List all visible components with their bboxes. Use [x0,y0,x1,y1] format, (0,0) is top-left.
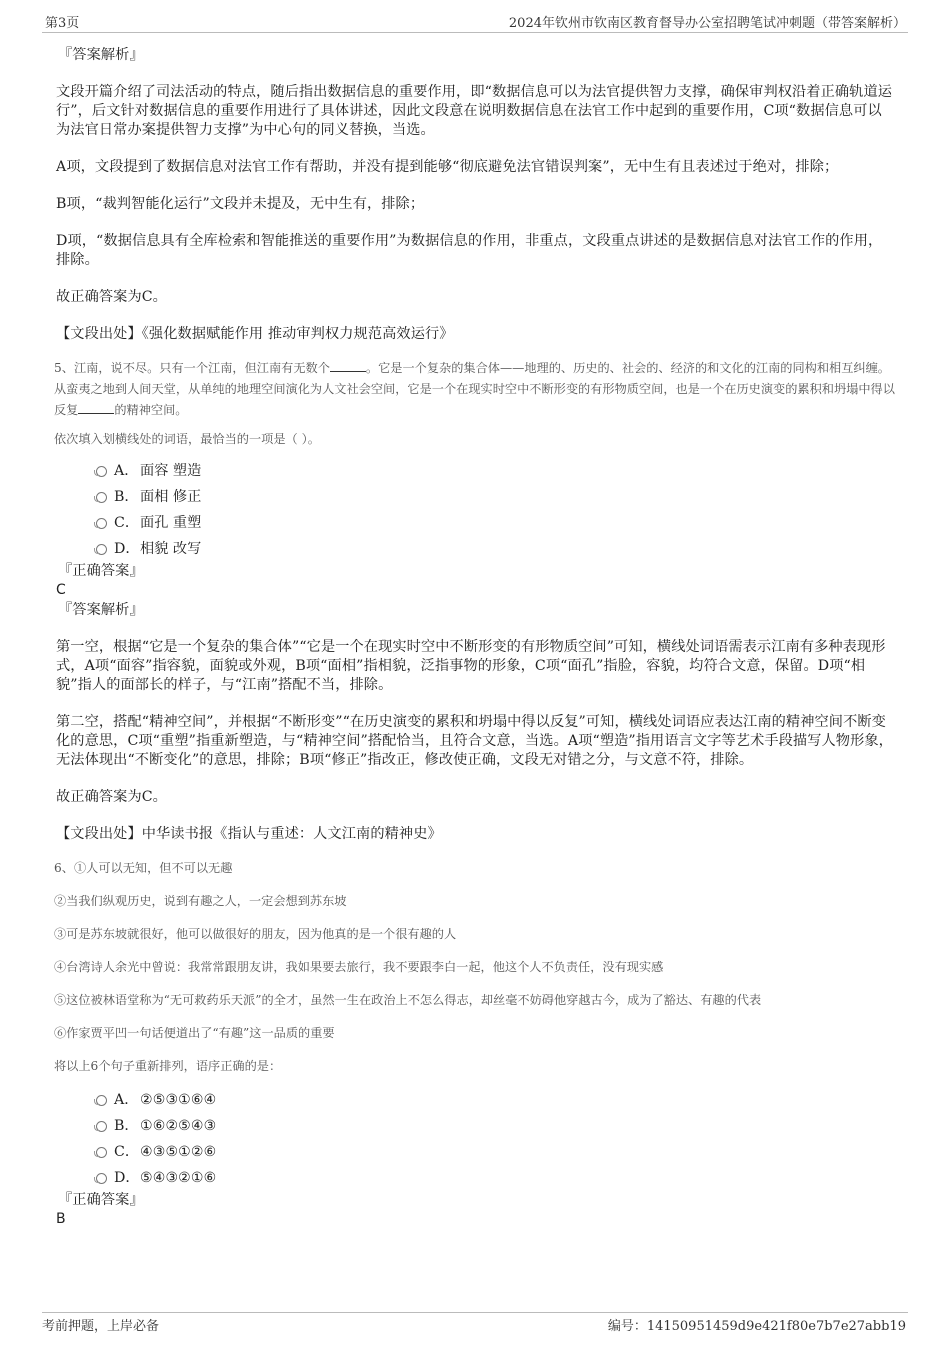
question-6 [54,858,896,1228]
page-header [42,10,908,33]
analysis-label: 『答案解析』 [58,47,144,63]
option-b[interactable] [96,1113,896,1139]
option-text: ①⑥②⑤④③ [140,1118,217,1134]
question-stem: 5、江南，说不尽。只有一个江南，但江南有无数个 。它是一个复杂的集合体——地理的、历史的、社会的、经济的和文化的江南的同构和相互纠缠。从蛮夷之地到人间天堂，从单纯的地理空间演化为人文社会空间，它是一个在现实时空中不断形变的有形物质空间，也是一个在历史演变的累积和坍塌中得以反复 的精神空间。 [54,361,895,417]
radio-icon[interactable] [96,1095,107,1106]
option-letter: B． [114,489,139,505]
option-text: ⑤④③②①⑥ [140,1170,217,1186]
option-text: 面孔 重塑 [140,515,202,531]
option-letter: D． [114,1170,140,1186]
correct-answer: C [56,582,66,598]
answer-label: 『正确答案』 [58,563,144,579]
radio-icon[interactable] [96,544,107,555]
conclusion: 故正确答案为C。 [56,289,167,305]
sentence-5: ⑤这位被林语堂称为“无可救药乐天派”的全才，虽然一生在政治上不怎么得志，却丝毫不妨碍他穿越古今，成为了豁达、有趣的代表 [54,993,762,1007]
question-prompt: 将以上6个句子重新排列，语序正确的是： [54,1059,282,1073]
option-text: ④③⑤①②⑥ [140,1144,217,1160]
analysis-label: 『答案解析』 [58,602,144,618]
option-letter: D． [114,541,140,557]
option-letter: A． [114,463,139,479]
option-text: 面容 塑造 [140,463,202,479]
analysis-paragraph: 第一空，根据“它是一个复杂的集合体”“它是一个在现实时空中不断形变的有形物质空间”可知，横线处词语需表示江南有多种表现形式，A项“面容”指容貌，面貌或外观，B项“面相”指相貌，泛指事物的形象，C项“面孔”指脸，容貌，均符合文意，保留。D项“相貌”指人的面部长的样子，与“江南”搭配不当，排除。 [56,639,886,693]
radio-icon[interactable] [96,492,107,503]
radio-icon[interactable] [96,1121,107,1132]
option-letter: C． [114,1144,140,1160]
question-prompt: 依次填入划横线处的词语，最恰当的一项是（ ）。 [54,432,320,446]
document-body [56,44,896,1228]
option-text: 相貌 改写 [140,541,202,557]
page-number: 第3页 [45,16,80,31]
analysis-paragraph: D项，“数据信息具有全库检索和智能推送的重要作用”为数据信息的作用，非重点，文段重点讲述的是数据信息对法官工作的作用，排除。 [56,233,883,268]
option-letter: B． [114,1118,139,1134]
sentence-4: ④台湾诗人余光中曾说：我常常跟朋友讲，我如果要去旅行，我不要跟李白一起，他这个人不负责任，没有现实感 [54,960,664,974]
option-c[interactable] [96,1139,896,1165]
analysis-paragraph: B项，“裁判智能化运行”文段并未提及，无中生有，排除； [56,196,425,212]
radio-icon[interactable] [96,1173,107,1184]
sentence-1: 6、①人可以无知，但不可以无趣 [54,861,233,875]
options-list [96,1087,896,1191]
radio-icon[interactable] [96,466,107,477]
radio-icon[interactable] [96,1147,107,1158]
source-citation: 【文段出处】中华读书报《指认与重述：人文江南的精神史》 [56,826,442,842]
page-footer [42,1312,908,1335]
analysis-paragraph: 文段开篇介绍了司法活动的特点，随后指出数据信息的重要作用，即“数据信息可以为法官提供智力支撑，确保审判权沿着正确轨道运行”，后文针对数据信息的重要作用进行了具体讲述，因此文段意在说明数据信息在法官工作中起到的重要作用，C项“数据信息可以为法官日常办案提供智力支撑”为中心句的同义替换，当选。 [56,84,893,138]
option-text: 面相 修正 [140,489,202,505]
fill-blank [330,359,366,372]
answer-label: 『正确答案』 [58,1192,144,1208]
option-text: ②⑤③①⑥④ [140,1092,217,1108]
document-id: 编号：14150951459d9e421f80e7b7e27abb19 [607,1319,906,1334]
conclusion: 故正确答案为C。 [56,789,167,805]
option-d[interactable] [96,536,896,562]
analysis-paragraph: 第二空，搭配“精神空间”，并根据“不断形变”“在历史演变的累积和坍塌中得以反复”可知，横线处词语应表达江南的精神空间不断变化的意思，C项“重塑”指重新塑造，与“精神空间”搭配恰当，且符合文意，当选。A项“塑造”指用语言文字等艺术手段描写人物形象，无法体现出“不断变化”的意思，排除；B项“修正”指改正，修改使正确，文段无对错之分，与文意不符，排除。 [56,714,893,768]
option-d[interactable] [96,1165,896,1191]
footer-slogan: 考前押题，上岸必备 [42,1319,160,1334]
radio-icon[interactable] [96,518,107,529]
analysis-paragraph: A项，文段提到了数据信息对法官工作有帮助，并没有提到能够“彻底避免法官错误判案”，无中生有且表述过于绝对，排除； [56,159,839,175]
document-title: 2024年钦州市钦南区教育督导办公室招聘笔试冲刺题（带答案解析） [508,16,906,31]
option-a[interactable] [96,458,896,484]
sentence-6: ⑥作家贾平凹一句话便道出了“有趣”这一品质的重要 [54,1026,335,1040]
source-citation: 【文段出处】《强化数据赋能作用 推动审判权力规范高效运行》 [56,326,454,342]
question-5 [56,358,896,844]
option-b[interactable] [96,484,896,510]
option-c[interactable] [96,510,896,536]
sentence-3: ③可是苏东坡就很好，他可以做很好的朋友，因为他真的是一个很有趣的人 [54,927,457,941]
q4-analysis-section [56,46,896,344]
options-list [96,458,896,562]
option-letter: C． [114,515,140,531]
option-letter: A． [114,1092,139,1108]
sentence-2: ②当我们纵观历史，说到有趣之人，一定会想到苏东坡 [54,894,347,908]
option-a[interactable] [96,1087,896,1113]
correct-answer: B [56,1211,66,1227]
fill-blank [78,401,114,414]
